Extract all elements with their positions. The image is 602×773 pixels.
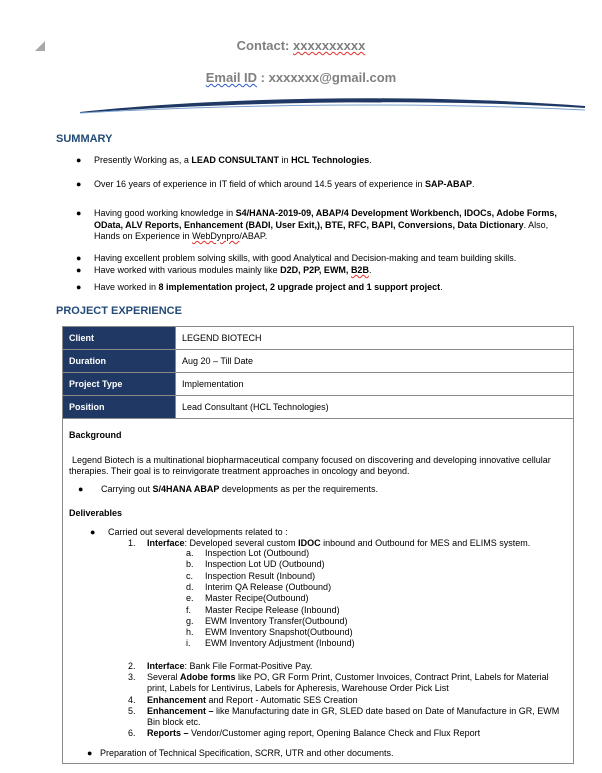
header-swoosh-divider — [80, 92, 585, 114]
background-text: Legend Biotech is a multinational biopharmaceutical company focused on discovering and developing innovative cellular therapies. Their goal is to reinvigorate treatment approaches in oncology and beyond. — [69, 455, 551, 476]
row-key: Client — [63, 327, 176, 350]
text: Several — [147, 672, 181, 682]
text-bold: Enhancement – — [147, 706, 214, 716]
row-value: Implementation — [176, 373, 574, 396]
text: inbound and Outbound for MES and ELIMS system. — [320, 538, 531, 548]
text: like Manufacturing date in GR, SLED date based on Date of Manufacture in GR, EWM Bin block etc. — [147, 706, 560, 727]
text: Have worked with various modules mainly like — [94, 265, 281, 275]
bullet-icon: ● — [87, 748, 93, 758]
text: developments as per the requirements. — [219, 484, 378, 494]
bullet-icon: ● — [78, 484, 84, 494]
text-bold: 8 implementation project, 2 upgrade project and 1 support project — [158, 282, 441, 292]
item-4 — [147, 695, 567, 706]
project-experience-heading: PROJECT EXPERIENCE — [56, 305, 182, 317]
text-bold: Interface — [147, 661, 185, 671]
summary-heading: SUMMARY — [56, 133, 113, 145]
summary-bullet-6 — [76, 282, 564, 294]
text-bold: HCL Technologies — [291, 155, 370, 165]
table-row — [63, 350, 574, 373]
contact-value: xxxxxxxxxx — [293, 38, 366, 53]
bullet-icon: ● — [76, 208, 82, 218]
row-value: Aug 20 – Till Date — [176, 350, 574, 373]
sub-item-letter: g. — [186, 615, 194, 626]
text-bold: Enhancement — [147, 695, 207, 705]
text: Vendor/Customer aging report, Opening Balance Check and Flux Report — [188, 728, 481, 738]
sub-item: EWM Inventory Transfer(Outbound) — [205, 615, 348, 626]
row-value: Lead Consultant (HCL Technologies) — [176, 396, 574, 419]
text: and Report - Automatic SES Creation — [206, 695, 358, 705]
item-4-number: 4. — [128, 695, 136, 705]
item-3 — [147, 672, 567, 694]
table-row — [63, 373, 574, 396]
text: Presently Working as, a — [94, 155, 192, 165]
sub-item: Inspection Lot UD (Outbound) — [205, 559, 325, 570]
text: WebDynpro — [192, 231, 240, 241]
row-key: Position — [63, 396, 176, 419]
text: . — [440, 282, 443, 292]
text: : Developed several custom — [184, 538, 299, 548]
summary-bullet-3 — [76, 208, 570, 243]
sub-item-letter: i. — [186, 638, 191, 649]
sub-item: EWM Inventory Snapshot(Outbound) — [205, 627, 353, 638]
preparation-bullet — [87, 748, 394, 759]
sub-item: Master Recipe Release (Inbound) — [205, 604, 340, 615]
text: Having excellent problem solving skills, with good Analytical and Decision-making and team building skills. — [94, 253, 517, 263]
text: Over 16 years of experience in IT field of which around 14.5 years of experience in — [94, 179, 426, 189]
text: in — [279, 155, 292, 165]
text-bold: IDOC — [298, 538, 321, 548]
text: Carried out several developments related to : — [108, 527, 288, 537]
item-6-number: 6. — [128, 728, 136, 738]
bullet-icon: ● — [76, 253, 82, 263]
text-bold: S4/HANA-2019-09, ABAP/4 Development Workbench, IDOCs, Adobe Forms, OData, ALV Reports, Enhancement (BADI, User Exit,), BTE, RFC, BAPI, Conversions, Data Dictionary — [94, 208, 557, 230]
summary-bullet-2 — [76, 179, 564, 191]
email-label: Email ID — [205, 70, 258, 85]
summary-bullet-5 — [76, 265, 564, 277]
text: Having good working knowledge in — [94, 208, 236, 218]
text: Preparation of Technical Specification, SCRR, UTR and other documents. — [100, 748, 394, 758]
text: . Also, Hands on Experience in — [94, 219, 549, 241]
table-row — [63, 327, 574, 350]
sub-item-letter: b. — [186, 559, 194, 570]
project-info-table — [62, 326, 574, 419]
background-heading: Background — [69, 430, 122, 440]
sub-item: EWM Inventory Adjustment (Inbound) — [205, 638, 355, 649]
text: : Bank File Format-Positive Pay. — [184, 661, 313, 671]
sub-item-letter: a. — [186, 548, 194, 558]
item-2 — [147, 661, 567, 672]
item-5 — [147, 706, 569, 728]
email-separator: : — [257, 70, 269, 85]
text-bold: D2D, P2P, EWM, — [280, 265, 351, 275]
sub-item: Master Recipe(Outbound) — [205, 593, 309, 604]
bullet-icon: ● — [76, 179, 82, 189]
deliverables-heading: Deliverables — [69, 508, 123, 518]
sub-item-letter: c. — [186, 570, 194, 581]
text: /ABAP. — [239, 231, 268, 241]
item-6 — [147, 728, 567, 739]
bullet-icon: ● — [76, 155, 82, 165]
text-bold: S/4HANA ABAP — [152, 484, 220, 494]
text-bold: B2B — [350, 265, 369, 275]
contact-label: Contact: — [236, 38, 294, 53]
row-key: Project Type — [63, 373, 176, 396]
text-bold: SAP-ABAP — [425, 179, 473, 189]
item-5-number: 5. — [128, 706, 136, 716]
sub-item: Inspection Lot (Outbound) — [205, 548, 310, 558]
text-bold: Interface — [147, 538, 185, 548]
sub-item-letter: f. — [186, 604, 192, 615]
carrying-bullet — [78, 484, 561, 495]
table-row — [63, 396, 574, 419]
text: . — [368, 265, 372, 275]
carried-out-bullet — [90, 527, 288, 538]
summary-bullet-1 — [76, 155, 564, 167]
text-bold: Reports – — [147, 728, 189, 738]
sub-item-letter: h. — [186, 627, 194, 638]
row-key: Duration — [63, 350, 176, 373]
row-value: LEGEND BIOTECH — [176, 327, 574, 350]
text-bold: LEAD CONSULTANT — [191, 155, 280, 165]
sub-item: Inspection Result (Inbound) — [205, 570, 316, 581]
bullet-icon: ● — [90, 527, 96, 537]
text: Have worked in — [94, 282, 159, 292]
text: like PO, GR Form Print, Customer Invoices, Contract Print, Labels for Material print, Labels for Lentivirus, Labels for Apheresis, Warehouse Order Pick List — [147, 672, 549, 693]
sub-item-letter: e. — [186, 593, 194, 604]
text-bold: Adobe forms — [180, 672, 236, 682]
text: . — [369, 155, 372, 165]
sub-item-letter: d. — [186, 581, 194, 592]
summary-bullet-4 — [76, 253, 564, 265]
item-3-number: 3. — [128, 672, 136, 682]
text: . — [472, 179, 475, 189]
contact-line — [0, 38, 602, 53]
sub-item: Interim QA Release (Outbound) — [205, 581, 332, 592]
text: Carrying out — [101, 484, 153, 494]
bullet-icon: ● — [76, 282, 82, 292]
email-line — [0, 70, 602, 85]
bullet-icon: ● — [76, 265, 82, 275]
email-value: xxxxxxx@gmail.com — [268, 70, 397, 85]
item-1-number: 1. — [128, 538, 136, 548]
item-2-number: 2. — [128, 661, 136, 671]
